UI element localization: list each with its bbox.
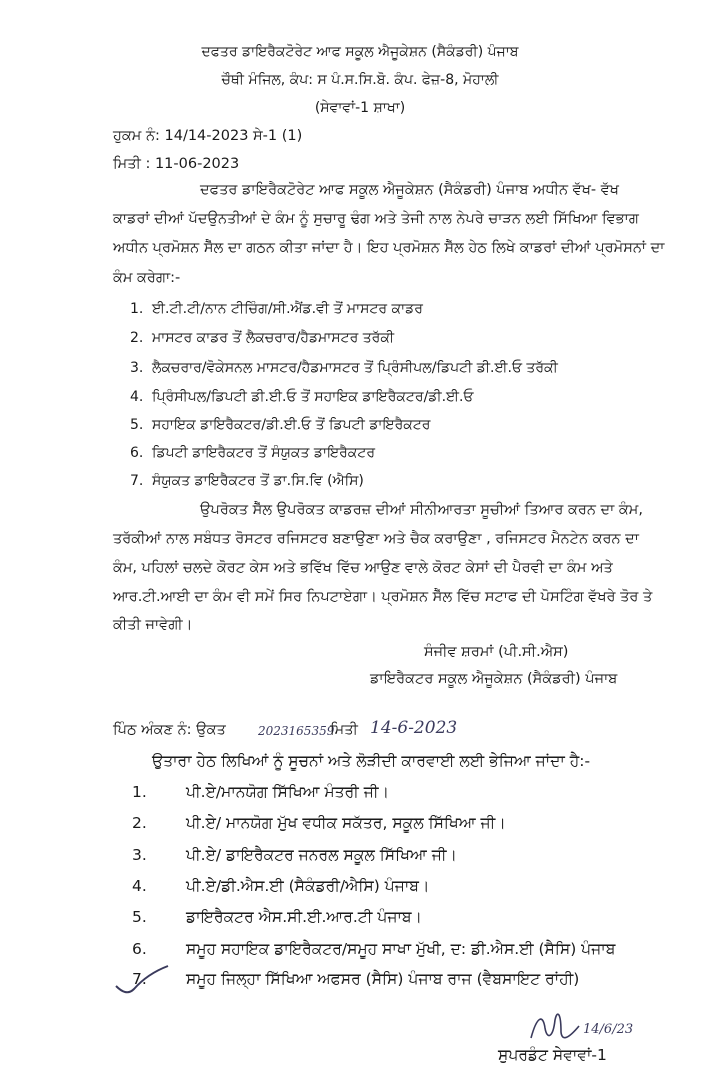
office-address: ਚੌਥੀ ਮੰਜਿਲ, ਕੰਪ: ਸ ਪੰ.ਸ.ਸਿ.ਬੋ. ਕੰਪ. ਫੇਜ਼-8, ਮੋਹਾਲੀ bbox=[221, 72, 499, 88]
list-item: ਲੈਕਚਰਾਰ/ਵੋਕੇਸਨਲ ਮਾਸਟਰ/ਹੈਡਮਾਸਟਰ ਤੋਂ ਪ੍ਰਿੰਸੀਪਲ/ਡਿਪਟੀ ਡੀ.ਈ.ਓ ਤਰੱਕੀ bbox=[152, 360, 558, 376]
recipient-number: 5. bbox=[132, 908, 147, 926]
recipient-number: 3. bbox=[132, 846, 147, 864]
endorsement-date-label: ਮਿਤੀ bbox=[330, 722, 358, 738]
list-item-number: 7. bbox=[130, 473, 144, 489]
list-item: ਪ੍ਰਿੰਸੀਪਲ/ਡਿਪਟੀ ਡੀ.ਈ.ਓ ਤੋਂ ਸਹਾਇਕ ਡਾਇਰੈਕਟਰ/ਡੀ.ਈ.ਓ bbox=[152, 389, 474, 405]
body-line: ਉਪਰੋਕਤ ਸੈੱਲ ਉਪਰੋਕਤ ਕਾਡਰਜ਼ ਦੀਆਂ ਸੀਨੀਆਰਤਾ ਸੂਚੀਆਂ ਤਿਆਰ ਕਰਨ ਦਾ ਕੰਮ, bbox=[200, 502, 643, 518]
endorsement-prefix: ਪਿੰਠ ਅੰਕਣ ਨੰ: ਉਕਤ bbox=[113, 722, 226, 738]
signatory-title: ਡਾਇਰੈਕਟਰ ਸਕੂਲ ਐਜੂਕੇਸ਼ਨ (ਸੈਕੰਡਰੀ) ਪੰਜਾਬ bbox=[370, 671, 618, 687]
handwritten-initials-icon bbox=[525, 1008, 585, 1048]
handwritten-endorsement-date: 14-6-2023 bbox=[370, 718, 458, 738]
recipient-number: 7. bbox=[132, 970, 147, 988]
body-line: ਤਰੱਕੀਆਂ ਨਾਲ ਸਬੰਧਤ ਰੋਸਟਰ ਰਜਿਸਟਰ ਬਣਾਉਣਾ ਅਤੇ ਚੈਕ ਕਰਾਉਣਾ , ਰਜਿਸਟਰ ਮੈਨਟੇਨ ਕਰਨ ਦਾ bbox=[113, 531, 639, 547]
handwritten-footer-date: 14/6/23 bbox=[583, 1022, 634, 1037]
list-item-number: 3. bbox=[130, 360, 144, 376]
body-line: ਕੀਤੀ ਜਾਵੇਗੀ। bbox=[113, 617, 193, 633]
intro-line: ਦਫਤਰ ਡਾਇਰੈਕਟੋਰੇਟ ਆਫ ਸਕੂਲ ਐਜੂਕੇਸ਼ਨ (ਸੈਕੰਡਰੀ) ਪੰਜਾਬ ਅਧੀਨ ਵੱਖ- ਵੱਖ bbox=[200, 182, 620, 198]
list-item-number: 6. bbox=[130, 445, 144, 461]
recipient-item: ਸਮੂਹ ਸਹਾਇਕ ਡਾਇਰੈਕਟਰ/ਸਮੂਹ ਸਾਖਾ ਮੁੱਖੀ, ਦ: ਡੀ.ਐਸ.ਈ (ਸੈਸਿ) ਪੰਜਾਬ bbox=[186, 940, 616, 958]
recipient-number: 4. bbox=[132, 877, 147, 895]
recipient-item: ਪੀ.ਏ/ਮਾਨਯੋਗ ਸਿੱਖਿਆ ਮੰਤਰੀ ਜੀ। bbox=[186, 783, 390, 801]
list-item-number: 4. bbox=[130, 389, 144, 405]
endorsement-intro: ਉਤਾਰਾ ਹੇਠ ਲਿਖਿਆਂ ਨੂੰ ਸੂਚਨਾਂ ਅਤੇ ਲੋੜੀਦੀ ਕਾਰਵਾਈ ਲਈ ਭੇਜਿਆ ਜਾਂਦਾ ਹੈ:- bbox=[152, 752, 591, 770]
handwritten-endorsement-number: 2023165359 bbox=[258, 724, 335, 738]
body-line: ਆਰ.ਟੀ.ਆਈ ਦਾ ਕੰਮ ਵੀ ਸਮੇਂ ਸਿਰ ਨਿਪਟਾਏਗਾ। ਪ੍ਰਮੋਸ਼ਨ ਸੈੱਲ ਵਿੱਚ ਸਟਾਫ ਦੀ ਪੋਸਟਿੰਗ ਵੱਖਰੇ ਤੋਰ ਤੇ bbox=[113, 589, 653, 605]
intro-line: ਅਧੀਨ ਪ੍ਰਮੋਸ਼ਨ ਸੈੱਲ ਦਾ ਗਠਨ ਕੀਤਾ ਜਾਂਦਾ ਹੈ। ਇਹ ਪ੍ਰਮੋਸ਼ਨ ਸੈੱਲ ਹੇਠ ਲਿਖੇ ਕਾਡਰਾਂ ਦੀਆਂ ਪ੍ਰਮੋਸਨਾਂ ਦਾ bbox=[113, 240, 665, 256]
list-item-number: 2. bbox=[130, 330, 144, 346]
list-item: ਈ.ਟੀ.ਟੀ/ਨਾਨ ਟੀਚਿੰਗ/ਸੀ.ਐਂਡ.ਵੀ ਤੋਂ ਮਾਸਟਰ ਕਾਡਰ bbox=[152, 301, 423, 317]
superintendent-title: ਸੁਪਰਡੰਟ ਸੇਵਾਵਾਂ-1 bbox=[498, 1046, 607, 1064]
recipient-number: 6. bbox=[132, 940, 147, 958]
order-date: ਮਿਤੀ : 11-06-2023 bbox=[113, 156, 240, 172]
signatory-name: ਸੰਜੀਵ ਸ਼ਰਮਾਂ (ਪੀ.ਸੀ.ਐਸ) bbox=[424, 644, 569, 660]
recipient-item: ਪੀ.ਏ/ ਮਾਨਯੋਗ ਮੁੱਖ ਵਧੀਕ ਸਕੱਤਰ, ਸਕੂਲ ਸਿੱਖਿਆ ਜੀ। bbox=[186, 814, 506, 832]
recipient-item: ਪੀ.ਏ/ ਡਾਇਰੈਕਟਰ ਜਨਰਲ ਸਕੂਲ ਸਿੱਖਿਆ ਜੀ। bbox=[186, 846, 457, 864]
intro-line: ਕਾਡਰਾਂ ਦੀਆਂ ਪੱਦਉਨਤੀਆਂ ਦੇ ਕੰਮ ਨੂੰ ਸੁਚਾਰੂ ਢੰਗ ਅਤੇ ਤੇਜੀ ਨਾਲ ਨੇਪਰੇ ਚਾੜਨ ਲਈ ਸਿੱਖਿਆ ਵਿਭਾਗ bbox=[113, 211, 639, 227]
body-line: ਕੰਮ, ਪਹਿਲਾਂ ਚਲਦੇ ਕੋਰਟ ਕੇਸ ਅਤੇ ਭਵਿੱਖ ਵਿੱਚ ਆਉਣ ਵਾਲੇ ਕੋਰਟ ਕੇਸਾਂ ਦੀ ਪੈਰਵੀ ਦਾ ਕੰਮ ਅਤੇ bbox=[113, 560, 613, 576]
list-item-number: 1. bbox=[130, 301, 144, 317]
office-heading: ਦਫਤਰ ਡਾਇਰੈਕਟੋਰੇਟ ਆਫ ਸਕੂਲ ਐਜੂਕੇਸ਼ਨ (ਸੈਕੰਡਰੀ) ਪੰਜਾਬ bbox=[201, 44, 519, 60]
list-item: ਡਿਪਟੀ ਡਾਇਰੈਕਟਰ ਤੋਂ ਸੰਯੁਕਤ ਡਾਇਰੈਕਟਰ bbox=[152, 445, 375, 461]
list-item: ਸੰਯੁਕਤ ਡਾਇਰੈਕਟਰ ਤੋਂ ਡਾ.ਸਿ.ਵਿ (ਐਸਿ) bbox=[152, 473, 364, 489]
recipient-item: ਪੀ.ਏ/ਡੀ.ਐਸ.ਈ (ਸੈਕੰਡਰੀ/ਐਸਿ) ਪੰਜਾਬ। bbox=[186, 877, 430, 895]
order-number: ਹੁਕਮ ਨੰ: 14/14-2023 ਸੇ-1 (1) bbox=[113, 128, 303, 144]
recipient-item: ਸਮੂਹ ਜਿਲ੍ਹਾ ਸਿੱਖਿਆ ਅਫਸਰ (ਸੈਸਿ) ਪੰਜਾਬ ਰਾਜ (ਵੈਬਸਾਇਟ ਰਾਂਹੀ) bbox=[186, 970, 580, 988]
intro-line: ਕੰਮ ਕਰੇਗਾ:- bbox=[113, 270, 181, 286]
recipient-number: 1. bbox=[132, 783, 147, 801]
recipient-number: 2. bbox=[132, 814, 147, 832]
list-item: ਸਹਾਇਕ ਡਾਇਰੈਕਟਰ/ਡੀ.ਈ.ਓ ਤੋਂ ਡਿਪਟੀ ਡਾਇਰੈਕਟਰ bbox=[152, 417, 431, 433]
list-item: ਮਾਸਟਰ ਕਾਡਰ ਤੋਂ ਲੈਕਚਰਾਰ/ਹੈਡਮਾਸਟਰ ਤਰੱਕੀ bbox=[152, 330, 395, 346]
branch-name: (ਸੇਵਾਵਾਂ-1 ਸ਼ਾਖਾ) bbox=[314, 100, 406, 116]
recipient-item: ਡਾਇਰੈਕਟਰ ਐਸ.ਸੀ.ਈ.ਆਰ.ਟੀ ਪੰਜਾਬ। bbox=[186, 908, 422, 926]
list-item-number: 5. bbox=[130, 417, 144, 433]
tick-mark-icon bbox=[112, 962, 172, 998]
